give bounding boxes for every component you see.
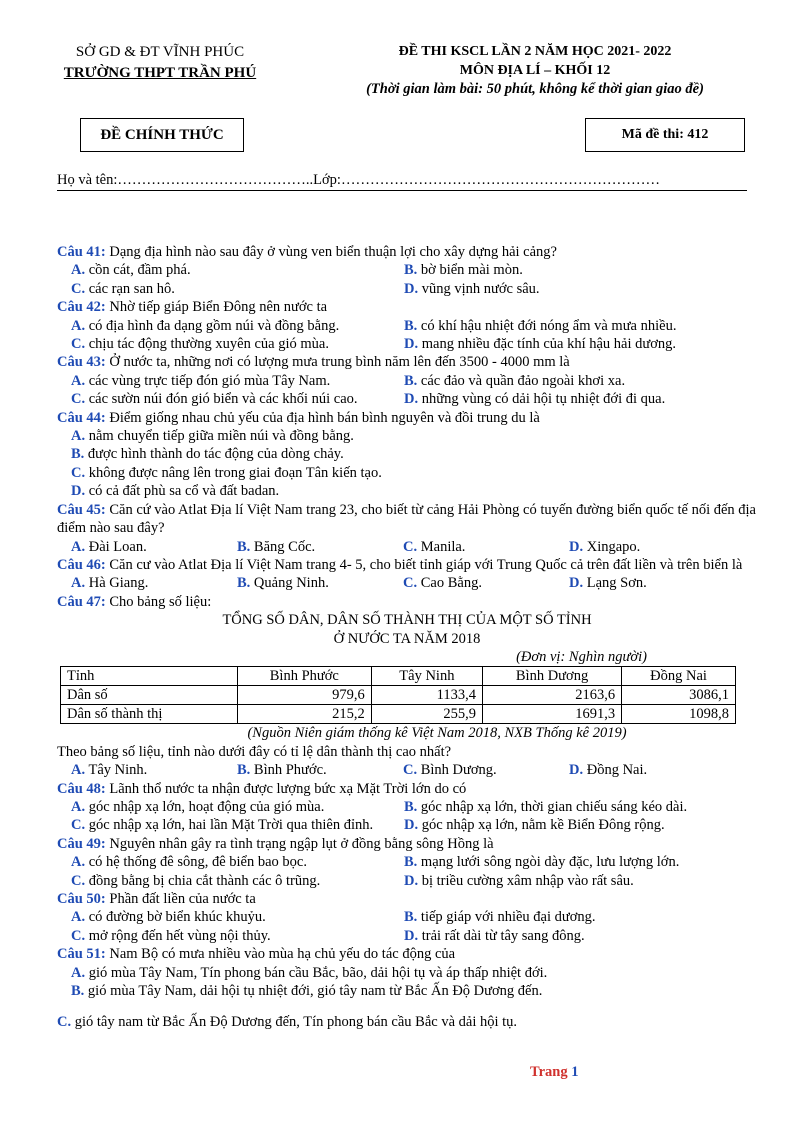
answer-option [404,798,737,816]
answer-option [71,335,404,353]
table-cell: 3086,1 [622,686,736,705]
table-header-cell: Bình Phước [237,667,371,686]
option-text: góc nhập xạ lớn, hai lần Mặt Trời qua thiên đỉnh. [85,817,374,834]
option-text: Bình Dương. [417,762,497,779]
answer-option [569,574,735,592]
table-title: TỔNG SỐ DÂN, DÂN SỐ THÀNH THỊ CỦA MỘT SỐ TỈNH [222,612,592,629]
option-letter: B. [404,372,418,389]
option-row [57,908,757,926]
answer-option [404,908,737,926]
option-letter: B. [404,909,418,926]
option-row [57,464,757,482]
option-letter: D. [569,538,584,555]
option-text: có hệ thống đê sông, đê biển bao bọc. [85,854,307,871]
option-text: Cao Bằng. [417,575,482,592]
option-text: Quảng Ninh. [250,575,329,592]
answer-option [403,574,569,592]
answer-option [71,427,757,445]
option-row [57,816,757,834]
option-letter: C. [71,817,86,834]
option-text: góc nhập xạ lớn, thời gian chiếu sáng kéo dài. [417,798,688,815]
question-text: Nguyên nhân gây ra tình trạng ngập lụt ở đồng bằng sông Hồng là [105,835,494,852]
table-unit: (Đơn vị: Nghìn người) [516,648,647,665]
answer-option [404,261,737,279]
answer-option [404,816,737,834]
answer-option [404,335,737,353]
option-letter: C. [71,872,86,889]
answer-option [237,538,403,556]
page-label: Trang [530,1064,568,1080]
option-letter: D. [71,483,86,500]
answer-option [403,538,569,556]
option-row [57,335,757,353]
question-label: Câu 41: [57,244,106,260]
option-letter: A. [71,575,86,592]
option-letter: B. [71,446,85,463]
option-row [57,482,757,500]
option-text: trải rất dài từ tây sang đông. [418,927,585,944]
option-letter: A. [71,428,86,445]
answer-option [71,261,404,279]
option-text: có đường bờ biển khúc khuỷu. [85,909,266,926]
option-letter: C. [71,336,86,353]
option-letter: D. [404,391,419,408]
question-42 [57,298,757,316]
question-text: Lãnh thổ nước ta nhận được lượng bức xạ Mặt Trời lớn do có [105,780,467,797]
option-letter: A. [71,317,86,334]
option-row [57,317,757,335]
option-row [57,390,757,408]
option-row [57,872,757,890]
option-letter: A. [71,854,86,871]
question-50 [57,890,757,908]
option-row [57,574,757,592]
option-text: Manila. [417,538,466,555]
question-text: Dạng địa hình nào sau đây ở vùng ven biển thuận lợi cho xây dựng hải cảng? [105,244,557,260]
option-letter: C. [403,575,418,592]
table-title-year: Ở NƯỚC TA NĂM 2018 [333,630,481,647]
option-row [57,445,757,463]
answer-option [403,761,569,779]
department-name: SỞ GD & ĐT VĨNH PHÚC [75,44,245,60]
answer-option [569,538,735,556]
option-row [57,1013,757,1031]
answer-option [237,574,403,592]
option-row [57,853,757,871]
question-label: Câu 48: [57,780,106,797]
option-letter: C. [71,391,86,408]
option-text: được hình thành do tác động của dòng chảy. [84,446,344,463]
answer-option [404,317,737,335]
option-letter: D. [404,336,419,353]
table-header-row [61,667,736,686]
answer-option [404,372,737,390]
table-row [61,705,736,724]
option-letter: B. [237,762,251,779]
question-text: Điểm giống nhau chủ yếu của địa hình bán bình nguyên và đồi trung du là [105,409,540,426]
option-text: Tây Ninh. [85,762,148,779]
answer-option [71,317,404,335]
question-label: Câu 43: [57,354,106,371]
question-text: Căn cư vào Atlat Địa lí Việt Nam trang 4- 5, cho biết tỉnh giáp với Trung Quốc cả trên đất liền và trên biển là [105,556,743,573]
option-letter: B. [404,262,418,279]
option-text: mở rộng đến hết vùng nội thủy. [85,927,271,944]
table-source: (Nguồn Niên giám thống kê Việt Nam 2018, NXB Thống kê 2019) [247,725,627,742]
option-text: bờ biển mài mòn. [417,262,523,279]
option-text: cồn cát, đầm phá. [85,262,191,279]
question-label: Câu 42: [57,299,106,316]
option-text: Bình Phước. [250,762,327,779]
table-cell: Dân số [61,686,238,705]
question-label: Câu 44: [57,409,106,426]
option-text: gió mùa Tây Nam, dải hội tụ nhiệt đới, gió tây nam từ Bắc Ấn Độ Dương đến. [84,983,543,1000]
answer-option [71,982,757,1000]
option-letter: A. [71,964,86,981]
option-text: tiếp giáp với nhiều đại dương. [417,909,596,926]
answer-option [71,816,404,834]
question-46 [57,556,757,574]
table-header-cell: Tây Ninh [371,667,482,686]
answer-option [71,574,237,592]
option-row [57,761,757,779]
question-text: Cho bảng số liệu: [105,593,212,610]
question-text: Nam Bộ có mưa nhiều vào mùa hạ chủ yếu do tác động của [105,946,456,963]
official-exam-box: ĐỀ CHÍNH THỨC [80,118,244,152]
option-row [57,261,757,279]
table-cell: 979,6 [237,686,371,705]
question-47 [57,593,757,611]
answer-option [71,761,237,779]
option-text: bị triều cường xâm nhập vào rất sâu. [418,872,634,889]
option-text: đồng bằng bị chia cắt thành các ô trũng. [85,872,321,889]
exam-time-note: (Thời gian làm bài: 50 phút, không kể thời gian giao đề) [366,81,704,97]
option-text: nằm chuyển tiếp giữa miền núi và đồng bằng. [85,428,354,445]
answer-option [71,872,404,890]
table-header-cell: Bình Dương [482,667,621,686]
table-header-cell: Đồng Nai [622,667,736,686]
header-left [40,42,280,84]
option-text: có cả đất phù sa cổ và đất badan. [85,483,280,500]
option-letter: A. [71,262,86,279]
question-48 [57,780,757,798]
option-letter: D. [404,280,419,297]
table-cell: 255,9 [371,705,482,724]
question-45 [57,501,757,538]
option-text: những vùng có dải hội tụ nhiệt đới đi qua. [418,391,666,408]
answer-option [404,872,737,890]
option-letter: C. [403,538,418,555]
option-text: mạng lưới sông ngòi dày đặc, lưu lượng lớn. [417,854,680,871]
table-cell: 1098,8 [622,705,736,724]
option-letter: D. [569,575,584,592]
table-question: Theo bảng số liệu, tỉnh nào dưới đây có tỉ lệ dân thành thị cao nhất? [57,743,452,760]
option-row [57,964,757,982]
option-text: có địa hình đa dạng gồm núi và đồng bằng. [85,317,340,334]
option-letter: A. [71,798,86,815]
option-text: Băng Cốc. [250,538,316,555]
question-label: Câu 47: [57,593,106,610]
page-number: 1 [571,1064,579,1080]
option-letter: B. [237,538,251,555]
option-text: vũng vịnh nước sâu. [418,280,540,297]
option-text: không được nâng lên trong giai đoạn Tân kiến tạo. [85,464,382,481]
option-text: các sườn núi đón gió biển và các khối núi cao. [85,391,358,408]
question-label: Câu 45: [57,501,106,518]
answer-option [404,280,737,298]
option-letter: C. [71,280,86,297]
question-text: Phần đất liền của nước ta [105,891,256,907]
answer-option [71,908,404,926]
answer-option [404,927,737,945]
option-text: mang nhiều đặc tính của khí hậu hải dương. [418,336,677,353]
option-text: các vùng trực tiếp đón gió mùa Tây Nam. [85,372,331,389]
option-letter: A. [71,762,86,779]
question-label: Câu 51: [57,946,106,963]
option-letter: B. [404,317,418,334]
option-letter: D. [404,872,419,889]
answer-option [71,372,404,390]
question-49 [57,835,757,853]
exam-title: ĐỀ THI KSCL LẦN 2 NĂM HỌC 2021- 2022 [398,44,672,59]
spacer [57,1000,757,1013]
option-letter: A. [71,538,86,555]
option-text: Đài Loan. [85,538,147,555]
option-text: góc nhập xạ lớn, nằm kề Biển Đông rộng. [418,817,665,834]
table-row [61,686,736,705]
option-letter: B. [404,854,418,871]
option-text: chịu tác động thường xuyên của gió mùa. [85,336,329,353]
answer-option [71,280,404,298]
option-text: gió mùa Tây Nam, Tín phong bán cầu Bắc, bão, dải hội tụ và áp thấp nhiệt đới. [85,964,548,981]
question-label: Câu 49: [57,835,106,852]
option-letter: B. [237,575,251,592]
header-right [300,42,770,99]
answer-option [71,927,404,945]
option-row [57,982,757,1000]
option-text: Đồng Nai. [583,762,648,779]
question-51 [57,945,757,963]
answer-option [71,390,404,408]
answer-option [71,445,757,463]
option-text: có khí hậu nhiệt đới nóng ẩm và mưa nhiều. [417,317,677,334]
student-name-line: Họ và tên:…………………………………..Lớp:………………………………………………………… [57,170,747,191]
option-row [57,927,757,945]
option-letter: C. [71,464,86,481]
option-letter: D. [404,927,419,944]
exam-subject: MÔN ĐỊA LÍ – KHỐI 12 [459,63,611,78]
exam-code-box: Mã đề thi: 412 [585,118,745,152]
option-text: Lạng Sơn. [583,575,647,592]
option-letter: B. [71,983,85,1000]
question-text: Căn cứ vào Atlat Địa lí Việt Nam trang 23, cho biết từ cảng Hải Phòng có tuyến đường biển quốc tế nối đến địa điểm nào sau đây? [57,501,756,537]
school-name: TRƯỜNG THPT TRẦN PHÚ [63,65,257,81]
question-43 [57,353,757,371]
answer-option [57,1013,757,1031]
table-header-cell: Tỉnh [61,667,238,686]
table-cell: 215,2 [237,705,371,724]
question-label: Câu 46: [57,556,106,573]
question-text: Nhờ tiếp giáp Biển Đông nên nước ta [105,299,328,316]
option-letter: D. [404,817,419,834]
question-label: Câu 50: [57,891,106,907]
answer-option [71,482,757,500]
option-letter: C. [71,927,86,944]
question-text: Ở nước ta, những nơi có lượng mưa trung bình năm lên đến 3500 - 4000 mm là [105,354,570,371]
option-letter: D. [569,762,584,779]
option-row [57,372,757,390]
option-text: Xingapo. [583,538,641,555]
option-text: các rạn san hô. [85,280,175,297]
option-text: Hà Giang. [85,575,149,592]
option-letter: C. [403,762,418,779]
option-text: góc nhập xạ lớn, hoạt động của gió mùa. [85,798,325,815]
page-footer [530,1064,578,1081]
answer-option [71,538,237,556]
option-letter: B. [404,798,418,815]
answer-option [404,853,737,871]
table-cell: 2163,6 [482,686,621,705]
answer-option [71,798,404,816]
option-row [57,798,757,816]
option-row [57,427,757,445]
question-44 [57,409,757,427]
table-cell: Dân số thành thị [61,705,238,724]
option-row [57,538,757,556]
answer-option [404,390,737,408]
option-letter: A. [71,909,86,926]
population-table [60,666,736,724]
option-letter: C. [57,1014,72,1031]
table-cell: 1691,3 [482,705,621,724]
answer-option [71,464,757,482]
question-41 [57,243,757,261]
option-row [57,280,757,298]
table-cell: 1133,4 [371,686,482,705]
answer-option [71,853,404,871]
answer-option [71,964,757,982]
option-letter: A. [71,372,86,389]
option-text: gió tây nam từ Bắc Ấn Độ Dương đến, Tín phong bán cầu Bắc và dải hội tụ. [71,1014,518,1031]
option-text: các đảo và quần đảo ngoài khơi xa. [417,372,626,389]
answer-option [237,761,403,779]
question-body [57,243,757,1032]
answer-option [569,761,735,779]
